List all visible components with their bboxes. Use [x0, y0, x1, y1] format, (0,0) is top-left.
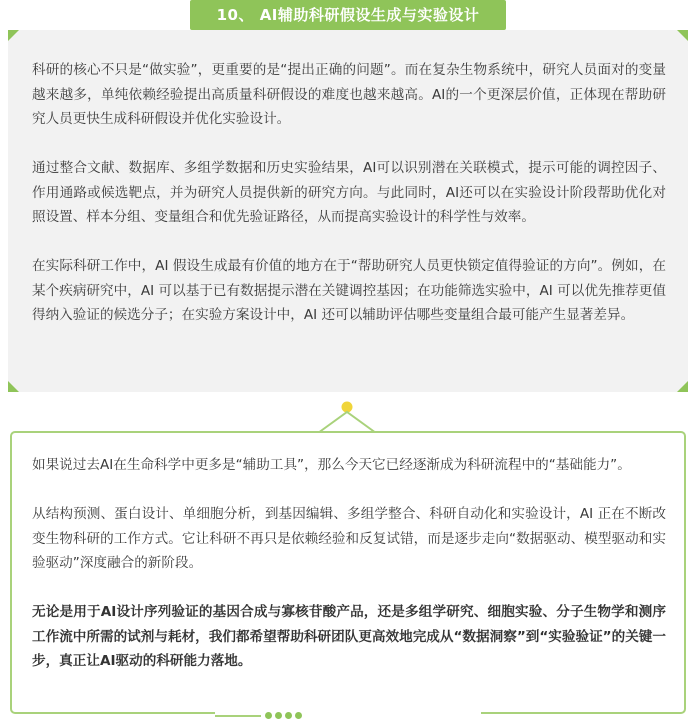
paragraph: 科研的核心不只是“做实验”，更重要的是“提出正确的问题”。而在复杂生物系统中，研究人员面对的变量越来越多，单纯依赖经验提出高质量科研假设的难度也越来越高。AI的一个更深层价值，正体现在帮助研究人员更快生成科研假设并优化实验设计。	[32, 62, 666, 127]
summary-card	[10, 431, 686, 714]
corner-fold-decoration	[677, 381, 688, 392]
summary-card-body	[32, 453, 666, 674]
paragraph: 通过整合文献、数据库、多组学数据和历史实验结果，AI可以识别潜在关联模式，提示可能的调控因子、作用通路或候选靶点，并为研究人员提供新的研究方向。与此同时，AI还可以在实验设计阶段帮助优化对照设置、样本分组、变量组合和优先验证路径，从而提高实验设计的科学性与效率。	[32, 160, 666, 225]
paragraph: 在实际科研工作中，AI 假设生成最有价值的地方在于“帮助研究人员更快锁定值得验证的方向”。例如，在某个疾病研究中，AI 可以基于已有数据提示潜在关键调控基因；在功能筛选实验中，AI 可以优先推荐更值得纳入验证的候选分子；在实验方案设计中，AI 还可以辅助评估哪些变量组合最可能产生显著差异。	[32, 258, 666, 323]
paragraph: 从结构预测、蛋白设计、单细胞分析，到基因编辑、多组学整合、科研自动化和实验设计，AI 正在不断改变生物科研的工作方式。它让科研不再只是依赖经验和反复试错，而是逐步走向“数据驱动、模型驱动和实验驱动”深度融合的新阶段。	[32, 506, 666, 571]
intro-card-body	[32, 58, 666, 328]
corner-fold-decoration	[677, 30, 688, 41]
corner-fold-decoration	[8, 381, 19, 392]
deco-dot	[265, 712, 272, 719]
section-title: 10、 AI辅助科研假设生成与实验设计	[190, 0, 506, 30]
deco-dot	[285, 712, 292, 719]
intro-card	[8, 30, 688, 392]
deco-dot	[295, 712, 302, 719]
deco-line	[215, 715, 261, 717]
deco-dot	[275, 712, 282, 719]
closing-statement: 无论是用于AI设计序列验证的基因合成与寡核苷酸产品，还是多组学研究、细胞实验、分子生物学和测序工作流中所需的试剂与耗材，我们都希望帮助科研团队更高效地完成从“数据洞察”到“实验验证”的关键一步，真正让AI驱动的科研能力落地。	[32, 604, 666, 669]
corner-fold-decoration	[8, 30, 19, 41]
paragraph: 如果说过去AI在生命科学中更多是“辅助工具”，那么今天它已经逐渐成为科研流程中的“基础能力”。	[32, 457, 631, 473]
connector-triangle	[318, 412, 376, 433]
bottom-dots-decoration	[215, 707, 481, 723]
